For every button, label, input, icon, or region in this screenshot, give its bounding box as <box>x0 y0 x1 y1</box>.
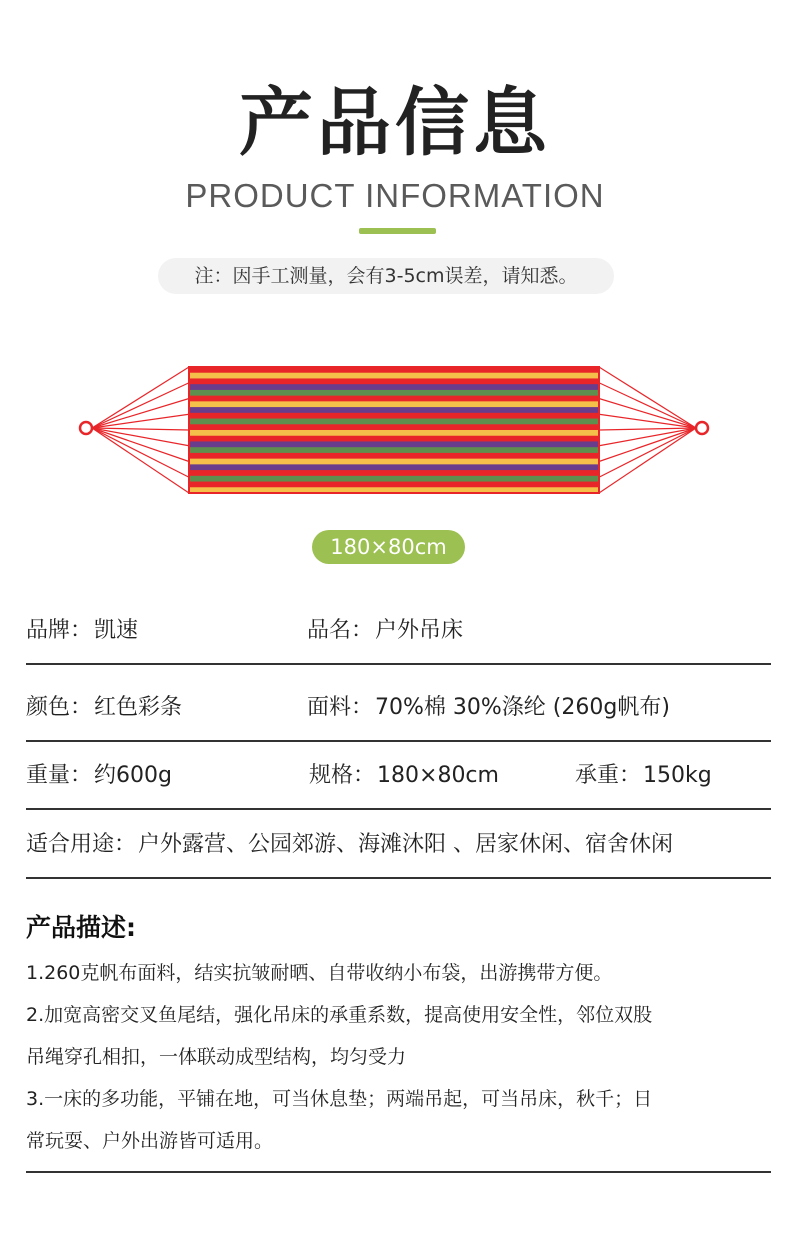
spec-usage-value: 户外露营、公园郊游、海滩沐阳 、居家休闲、宿舍休闲 <box>138 832 674 857</box>
bottom-divider <box>26 1171 771 1173</box>
spec-brand-label: 品牌： <box>26 618 93 643</box>
spec-row-2 <box>26 674 771 742</box>
spec-load <box>575 742 712 810</box>
hammock-rope <box>599 367 696 428</box>
hammock-ring-left <box>80 422 92 434</box>
hammock-rope <box>599 428 696 446</box>
hammock-ropes-left <box>92 367 189 493</box>
spec-name <box>307 597 463 665</box>
hammock-stripe <box>189 436 599 442</box>
spec-color <box>26 674 182 742</box>
hammock-stripe <box>189 430 599 436</box>
hammock-stripe <box>189 396 599 402</box>
hammock-stripe <box>189 464 599 470</box>
hammock-rope <box>92 428 189 493</box>
hammock-rope <box>92 428 189 477</box>
measurement-note: 注：因手工测量，会有3-5cm误差，请知悉。 <box>158 258 614 294</box>
description-line-1: 1.260克帆布面料，结实抗皱耐晒、自带收纳小布袋，出游携带方便。 <box>26 962 613 984</box>
description-line-2: 2.加宽高密交叉鱼尾结，强化吊床的承重系数，提高使用安全性，邻位双股 <box>26 1004 653 1026</box>
description-title: 产品描述: <box>26 913 136 942</box>
spec-fabric-label: 面料： <box>307 695 374 720</box>
hammock-stripe <box>189 401 599 407</box>
spec-load-value: 150kg <box>643 763 712 788</box>
spec-size-label: 规格： <box>309 763 376 788</box>
spec-row-3 <box>26 742 771 810</box>
hammock-fabric <box>189 367 599 494</box>
description-line-5: 常玩耍、户外出游皆可适用。 <box>26 1130 274 1152</box>
hammock-stripe <box>189 384 599 390</box>
hammock-rope <box>92 428 189 462</box>
page-subtitle: PRODUCT INFORMATION <box>185 177 605 214</box>
description-line-3: 吊绳穿孔相扣，一体联动成型结构，均匀受力 <box>26 1046 407 1068</box>
hammock-rope <box>92 428 189 446</box>
hammock-stripe <box>189 447 599 453</box>
hammock-stripe <box>189 453 599 459</box>
spec-size-value: 180×80cm <box>377 763 499 788</box>
hammock-rope <box>92 367 189 428</box>
hammock-stripe <box>189 470 599 476</box>
hammock-stripe <box>189 441 599 447</box>
spec-load-label: 承重： <box>575 763 642 788</box>
hammock-rope <box>599 428 696 493</box>
spec-name-label: 品名： <box>307 618 374 643</box>
spec-usage-label: 适合用途： <box>26 832 137 857</box>
hammock-stripe <box>189 419 599 425</box>
spec-size <box>309 742 499 810</box>
hammock-rope <box>599 428 696 430</box>
spec-brand <box>26 597 138 665</box>
hammock-ring-right <box>696 422 708 434</box>
spec-color-value: 红色彩条 <box>94 695 183 720</box>
spec-usage <box>26 811 673 879</box>
hammock-rope <box>599 399 696 429</box>
description-line-4: 3.一床的多功能，平铺在地，可当休息垫；两端吊起，可当吊床，秋千；日 <box>26 1088 653 1110</box>
hammock-stripe <box>189 390 599 396</box>
spec-name-value: 户外吊床 <box>375 618 464 643</box>
title-underline <box>359 228 436 234</box>
hammock-stripe <box>189 482 599 488</box>
spec-color-label: 颜色： <box>26 695 93 720</box>
hammock-rope <box>599 428 696 462</box>
hammock-stripe <box>189 424 599 430</box>
hammock-stripe <box>189 373 599 379</box>
size-badge: 180×80cm <box>312 530 465 564</box>
hammock-ropes-right <box>599 367 696 493</box>
spec-weight-label: 重量： <box>26 763 93 788</box>
page-title: 产品信息 <box>239 80 551 166</box>
hammock-stripe <box>189 476 599 482</box>
spec-brand-value: 凯速 <box>94 618 139 643</box>
hammock-stripe <box>189 413 599 419</box>
spec-fabric <box>307 674 670 742</box>
hammock-stripe <box>189 407 599 413</box>
hammock-illustration <box>74 360 718 500</box>
hammock-rope <box>92 428 189 430</box>
hammock-stripe <box>189 378 599 384</box>
spec-row-4 <box>26 811 771 879</box>
spec-fabric-value: 70%棉 30%涤纶 (260g帆布) <box>375 695 670 720</box>
spec-weight-value: 约600g <box>94 763 172 788</box>
hammock-stripe <box>189 459 599 465</box>
spec-row-1 <box>26 597 771 665</box>
spec-weight <box>26 742 172 810</box>
hammock-rope <box>599 428 696 477</box>
hammock-rope <box>92 399 189 429</box>
